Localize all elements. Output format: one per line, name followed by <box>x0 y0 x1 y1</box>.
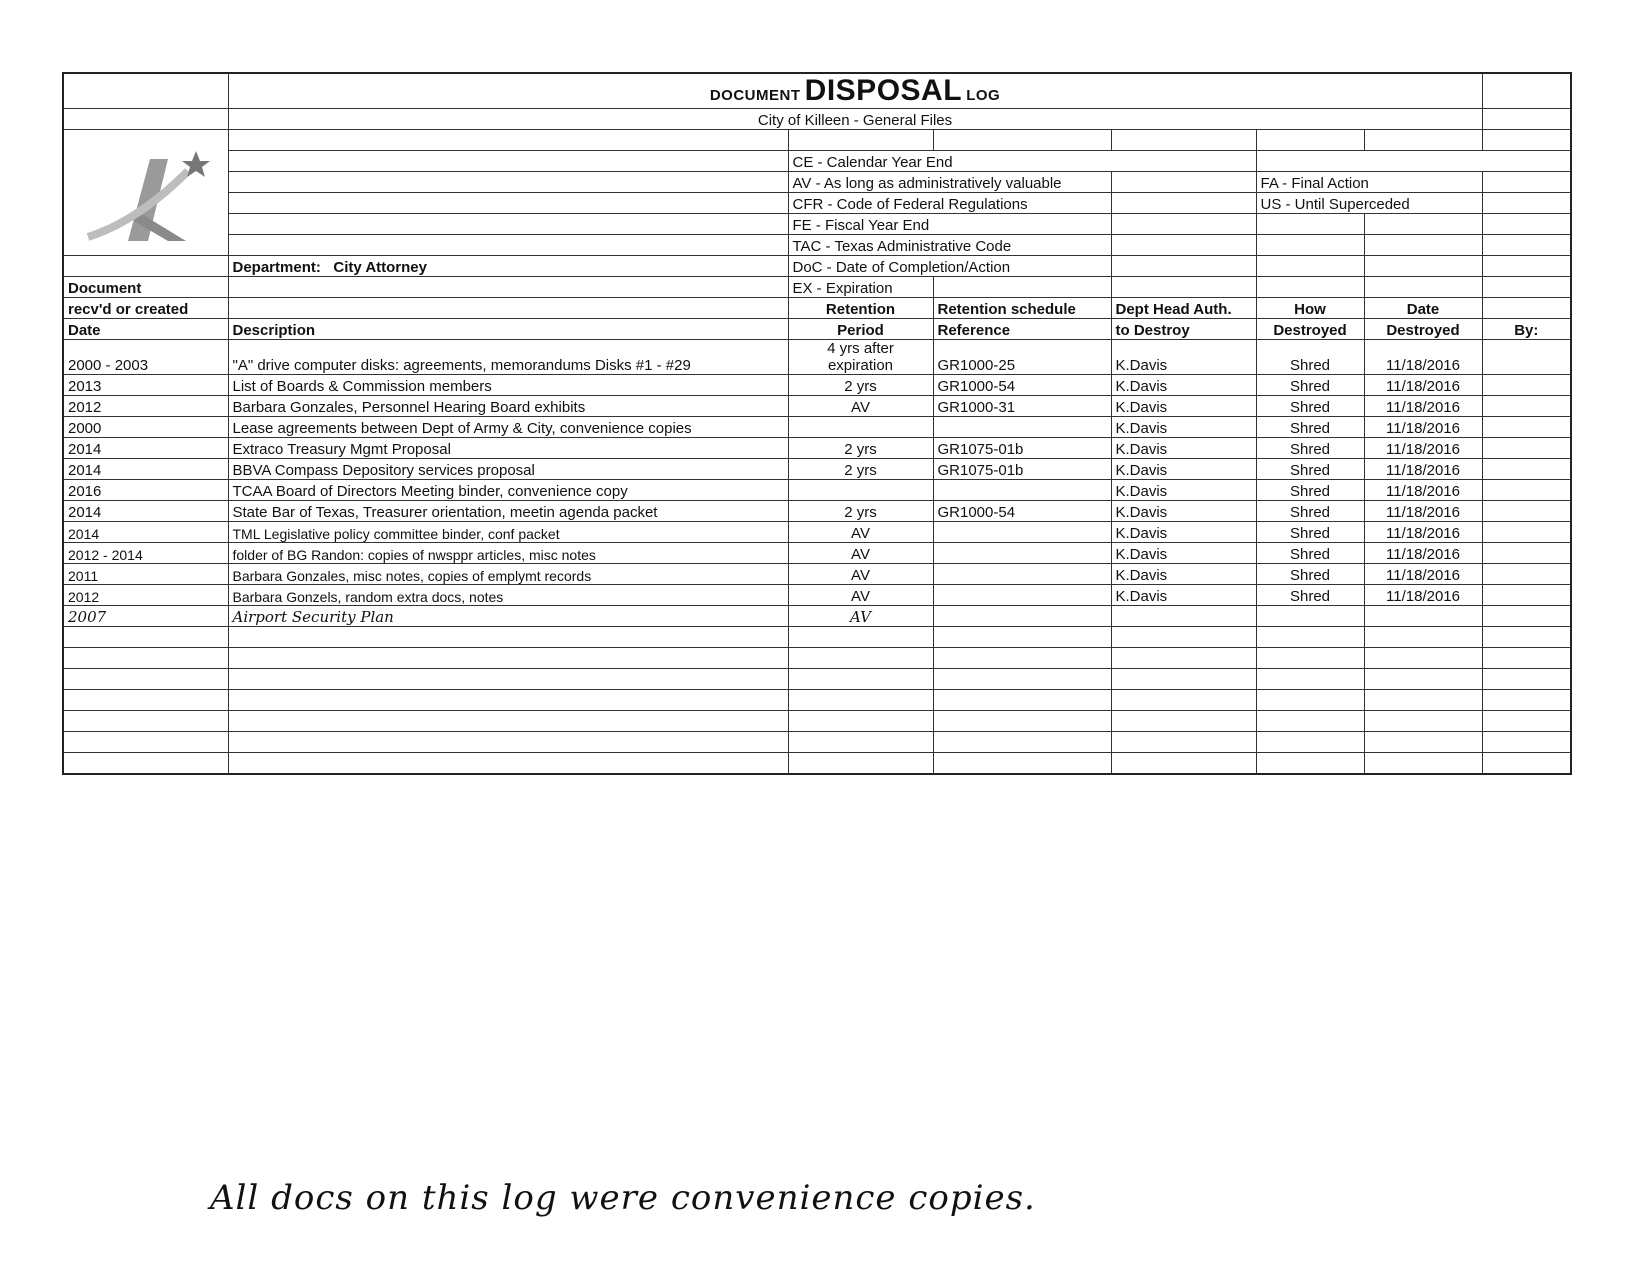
retention-period-line2: AV <box>851 588 870 605</box>
row-description: BBVA Compass Depository services proposal <box>228 459 788 480</box>
row-dept-head-auth: K.Davis <box>1111 417 1256 438</box>
table-row <box>63 459 1571 480</box>
retention-period-line2: AV <box>851 399 870 416</box>
row-description: Barbara Gonzales, Personnel Hearing Board exhibits <box>228 396 788 417</box>
city-logo-icon <box>68 141 218 251</box>
table-row-handwritten <box>63 606 1571 627</box>
row-how-destroyed: Shred <box>1256 417 1364 438</box>
row-dept-head-auth: K.Davis <box>1111 375 1256 396</box>
row-by <box>1482 522 1571 543</box>
col-header-dept-head: Dept Head Auth. <box>1111 298 1256 319</box>
retention-period-line2: 2 yrs <box>844 378 877 395</box>
blank-row <box>63 732 1571 753</box>
logo-cell <box>63 130 228 256</box>
row-dept-head-auth: K.Davis <box>1111 340 1256 375</box>
page-title <box>228 73 1482 109</box>
handwritten-description: Airport Security Plan <box>228 606 788 627</box>
row-retention-period <box>788 340 933 375</box>
row-retention-period <box>788 375 933 396</box>
row-date: 2000 - 2003 <box>63 340 228 375</box>
row-how-destroyed: Shred <box>1256 522 1364 543</box>
row-by <box>1482 375 1571 396</box>
row-description: TCAA Board of Directors Meeting binder, convenience copy <box>228 480 788 501</box>
row-dept-head-auth: K.Davis <box>1111 543 1256 564</box>
log-rows <box>63 340 1571 606</box>
row-how-destroyed: Shred <box>1256 564 1364 585</box>
row-dept-head-auth: K.Davis <box>1111 438 1256 459</box>
row-reference <box>933 543 1111 564</box>
row-reference: GR1075-01b <box>933 438 1111 459</box>
row-retention-period <box>788 543 933 564</box>
row-date-destroyed: 11/18/2016 <box>1364 543 1482 564</box>
row-by <box>1482 438 1571 459</box>
row-how-destroyed: Shred <box>1256 340 1364 375</box>
row-reference: GR1075-01b <box>933 459 1111 480</box>
row-how-destroyed: Shred <box>1256 396 1364 417</box>
blank-row <box>63 711 1571 732</box>
blank-row <box>63 648 1571 669</box>
row-description: Barbara Gonzales, misc notes, copies of emplymt records <box>228 564 788 585</box>
row-date: 2012 - 2014 <box>63 543 228 564</box>
col-header-description: Description <box>228 319 788 340</box>
row-by <box>1482 585 1571 606</box>
title-suffix: LOG <box>966 87 1001 104</box>
row-retention-period <box>788 480 933 501</box>
table-row <box>63 340 1571 375</box>
row-date-destroyed: 11/18/2016 <box>1364 564 1482 585</box>
legend-item: US - Until Superceded <box>1256 193 1482 214</box>
row-retention-period <box>788 564 933 585</box>
row-retention-period <box>788 438 933 459</box>
retention-period-line2: 2 yrs <box>844 504 877 521</box>
row-description: folder of BG Randon: copies of nwsppr articles, misc notes <box>228 543 788 564</box>
row-dept-head-auth: K.Davis <box>1111 501 1256 522</box>
legend-item: CFR - Code of Federal Regulations <box>788 193 1111 214</box>
row-reference <box>933 417 1111 438</box>
row-how-destroyed: Shred <box>1256 375 1364 396</box>
col-header-how: How <box>1256 298 1364 319</box>
row-how-destroyed: Shred <box>1256 438 1364 459</box>
col-header-date: Date <box>63 319 228 340</box>
row-date: 2011 <box>63 564 228 585</box>
retention-period-line1: 4 yrs after <box>827 340 894 357</box>
col-header-period: Period <box>788 319 933 340</box>
row-retention-period <box>788 585 933 606</box>
retention-period-line2: AV <box>851 567 870 584</box>
row-date: 2014 <box>63 459 228 480</box>
row-date-destroyed: 11/18/2016 <box>1364 438 1482 459</box>
department-label: Department: <box>232 259 321 276</box>
row-date-destroyed: 11/18/2016 <box>1364 522 1482 543</box>
row-retention-period <box>788 459 933 480</box>
row-by <box>1482 543 1571 564</box>
row-by <box>1482 340 1571 375</box>
row-by <box>1482 480 1571 501</box>
table-row <box>63 585 1571 606</box>
col-header-to-destroy: to Destroy <box>1111 319 1256 340</box>
retention-period-line2: AV <box>851 525 870 542</box>
blank-row <box>63 669 1571 690</box>
subtitle: City of Killeen - General Files <box>228 109 1482 130</box>
row-date-destroyed: 11/18/2016 <box>1364 585 1482 606</box>
table-row <box>63 396 1571 417</box>
row-description: Barbara Gonzels, random extra docs, notes <box>228 585 788 606</box>
disposal-log-sheet <box>62 72 1570 1132</box>
table-row <box>63 438 1571 459</box>
row-by <box>1482 459 1571 480</box>
legend-item: EX - Expiration <box>788 277 933 298</box>
row-retention-period <box>788 522 933 543</box>
col-header-reference: Reference <box>933 319 1111 340</box>
col-header-date-destroyed: Date <box>1364 298 1482 319</box>
row-how-destroyed: Shred <box>1256 585 1364 606</box>
row-description: Extraco Treasury Mgmt Proposal <box>228 438 788 459</box>
handwritten-date: 2007 <box>63 606 228 627</box>
disposal-log-table <box>62 72 1572 775</box>
department-value: City Attorney <box>333 259 427 276</box>
row-retention-period <box>788 501 933 522</box>
row-dept-head-auth: K.Davis <box>1111 564 1256 585</box>
handwritten-period: AV <box>788 606 933 627</box>
blank-row <box>63 753 1571 775</box>
legend-item: FE - Fiscal Year End <box>788 214 1111 235</box>
table-row <box>63 417 1571 438</box>
row-date: 2012 <box>63 585 228 606</box>
retention-period-line2: expiration <box>827 357 894 374</box>
row-date-destroyed: 11/18/2016 <box>1364 340 1482 375</box>
blank-row <box>63 690 1571 711</box>
row-how-destroyed: Shred <box>1256 543 1364 564</box>
table-row <box>63 501 1571 522</box>
row-date-destroyed: 11/18/2016 <box>1364 417 1482 438</box>
row-dept-head-auth: K.Davis <box>1111 522 1256 543</box>
title-prefix: DOCUMENT <box>709 87 801 104</box>
row-date: 2012 <box>63 396 228 417</box>
title-main: DISPOSAL <box>804 74 963 107</box>
row-reference <box>933 522 1111 543</box>
col-header-date-line2: recv'd or created <box>63 298 228 319</box>
row-how-destroyed: Shred <box>1256 480 1364 501</box>
row-by <box>1482 396 1571 417</box>
row-dept-head-auth: K.Davis <box>1111 480 1256 501</box>
row-date: 2000 <box>63 417 228 438</box>
retention-period-line2: 2 yrs <box>844 441 877 458</box>
row-description: "A" drive computer disks: agreements, memorandums Disks #1 - #29 <box>228 340 788 375</box>
row-date-destroyed: 11/18/2016 <box>1364 396 1482 417</box>
col-header-destroyed: Destroyed <box>1256 319 1364 340</box>
col-header-retention-schedule: Retention schedule <box>933 298 1111 319</box>
row-description: State Bar of Texas, Treasurer orientation, meetin agenda packet <box>228 501 788 522</box>
col-header-destroyed-date: Destroyed <box>1364 319 1482 340</box>
row-dept-head-auth: K.Davis <box>1111 585 1256 606</box>
row-how-destroyed: Shred <box>1256 459 1364 480</box>
row-reference <box>933 564 1111 585</box>
department-field <box>228 256 788 277</box>
row-by <box>1482 417 1571 438</box>
col-header-by: By: <box>1482 319 1571 340</box>
row-date-destroyed: 11/18/2016 <box>1364 480 1482 501</box>
blank-rows <box>63 627 1571 775</box>
table-row <box>63 375 1571 396</box>
row-retention-period <box>788 396 933 417</box>
row-date: 2014 <box>63 501 228 522</box>
legend-item: DoC - Date of Completion/Action <box>788 256 1111 277</box>
row-by <box>1482 501 1571 522</box>
row-date: 2013 <box>63 375 228 396</box>
row-description: List of Boards & Commission members <box>228 375 788 396</box>
row-by <box>1482 564 1571 585</box>
row-date: 2016 <box>63 480 228 501</box>
row-dept-head-auth: K.Davis <box>1111 459 1256 480</box>
row-date-destroyed: 11/18/2016 <box>1364 375 1482 396</box>
row-how-destroyed: Shred <box>1256 501 1364 522</box>
row-description: Lease agreements between Dept of Army & City, convenience copies <box>228 417 788 438</box>
table-row <box>63 522 1571 543</box>
table-row <box>63 564 1571 585</box>
col-header-date-line1: Document <box>63 277 228 298</box>
legend-item: FA - Final Action <box>1256 172 1482 193</box>
row-date: 2014 <box>63 522 228 543</box>
row-date-destroyed: 11/18/2016 <box>1364 459 1482 480</box>
row-reference: GR1000-54 <box>933 501 1111 522</box>
row-reference <box>933 585 1111 606</box>
retention-period-line2: 2 yrs <box>844 462 877 479</box>
blank-row <box>63 627 1571 648</box>
row-reference <box>933 480 1111 501</box>
table-row <box>63 543 1571 564</box>
row-retention-period <box>788 417 933 438</box>
legend-item: TAC - Texas Administrative Code <box>788 235 1111 256</box>
row-description: TML Legislative policy committee binder, conf packet <box>228 522 788 543</box>
row-reference: GR1000-31 <box>933 396 1111 417</box>
row-date-destroyed: 11/18/2016 <box>1364 501 1482 522</box>
row-dept-head-auth: K.Davis <box>1111 396 1256 417</box>
row-date: 2014 <box>63 438 228 459</box>
row-reference: GR1000-54 <box>933 375 1111 396</box>
handwritten-footer-note: All docs on this log were convenience copies. <box>210 1178 1036 1218</box>
col-header-retention-period: Retention <box>788 298 933 319</box>
retention-period-line2: AV <box>851 546 870 563</box>
row-reference: GR1000-25 <box>933 340 1111 375</box>
legend-item: CE - Calendar Year End <box>788 151 1256 172</box>
legend-item: AV - As long as administratively valuable <box>788 172 1111 193</box>
table-row <box>63 480 1571 501</box>
